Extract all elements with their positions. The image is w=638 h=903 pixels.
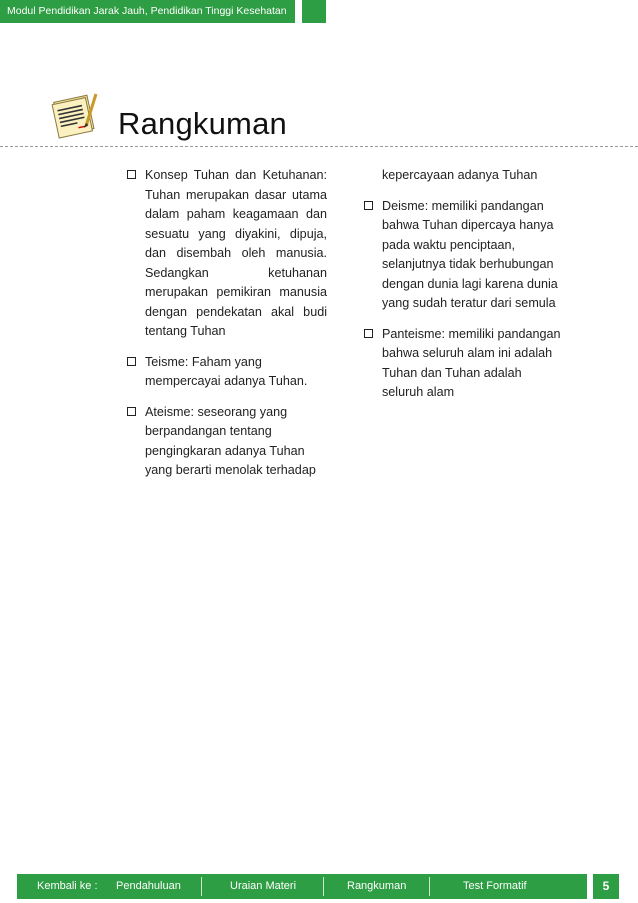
list-item [127, 353, 327, 392]
list-item [127, 403, 327, 481]
back-label: Kembali ke : [37, 880, 98, 892]
nav-link-uraian-materi[interactable]: Uraian Materi [230, 880, 297, 892]
checkbox-icon [127, 357, 136, 366]
nav-divider [429, 877, 430, 896]
nav-link-rangkuman[interactable]: Rangkuman [347, 880, 407, 892]
nav-divider [323, 877, 324, 896]
list-item-text: Ateisme: seseorang yang berpandangan tentang pengingkaran adanya Tuhan yang berarti menolak terhadap [145, 404, 316, 477]
list-item-text: Deisme: memiliki pandangan bahwa Tuhan dipercaya hanya pada waktu penciptaan, selanjutnya tidak berhubungan dengan dunia lagi karena dunia yang sudah teratur dari semula [382, 198, 558, 310]
summary-left-column [127, 166, 327, 492]
list-item [364, 197, 564, 314]
summary-right-column [364, 166, 564, 414]
header-accent-square [302, 0, 326, 23]
list-item-text: Konsep Tuhan dan Ketuhanan: Tuhan merupakan dasar utama dalam paham keagamaan dan sesuatu yang diyakini, dipuja, dan disembah oleh manusia. Sedangkan ketuhanan merupakan pemikiran manusia dengan pendekatan akal budi tentang Tuhan [145, 168, 327, 338]
list-item-continuation: kepercayaan adanya Tuhan [382, 168, 538, 182]
list-item-text: Teisme: Faham yang mempercayai adanya Tuhan. [145, 354, 308, 388]
list-item [127, 166, 327, 342]
checkbox-icon [364, 201, 373, 210]
note-pencil-icon [50, 90, 102, 142]
checkbox-icon [127, 170, 136, 179]
nav-link-pendahuluan[interactable]: Pendahuluan [116, 880, 181, 892]
checkbox-icon [364, 329, 373, 338]
list-item [364, 325, 564, 403]
checkbox-icon [127, 407, 136, 416]
nav-divider [201, 877, 202, 896]
module-header [0, 0, 295, 23]
list-item-text: Panteisme: memiliki pandangan bahwa seluruh alam ini adalah Tuhan dan Tuhan adalah seluruh alam [382, 326, 561, 399]
module-title: Modul Pendidikan Jarak Jauh, Pendidikan Tinggi Kesehatan [7, 5, 287, 17]
section-title: Rangkuman [118, 106, 287, 141]
page-number: 5 [593, 874, 619, 899]
footer-nav [17, 874, 587, 899]
nav-link-test-formatif[interactable]: Test Formatif [463, 880, 527, 892]
section-divider [0, 146, 638, 147]
